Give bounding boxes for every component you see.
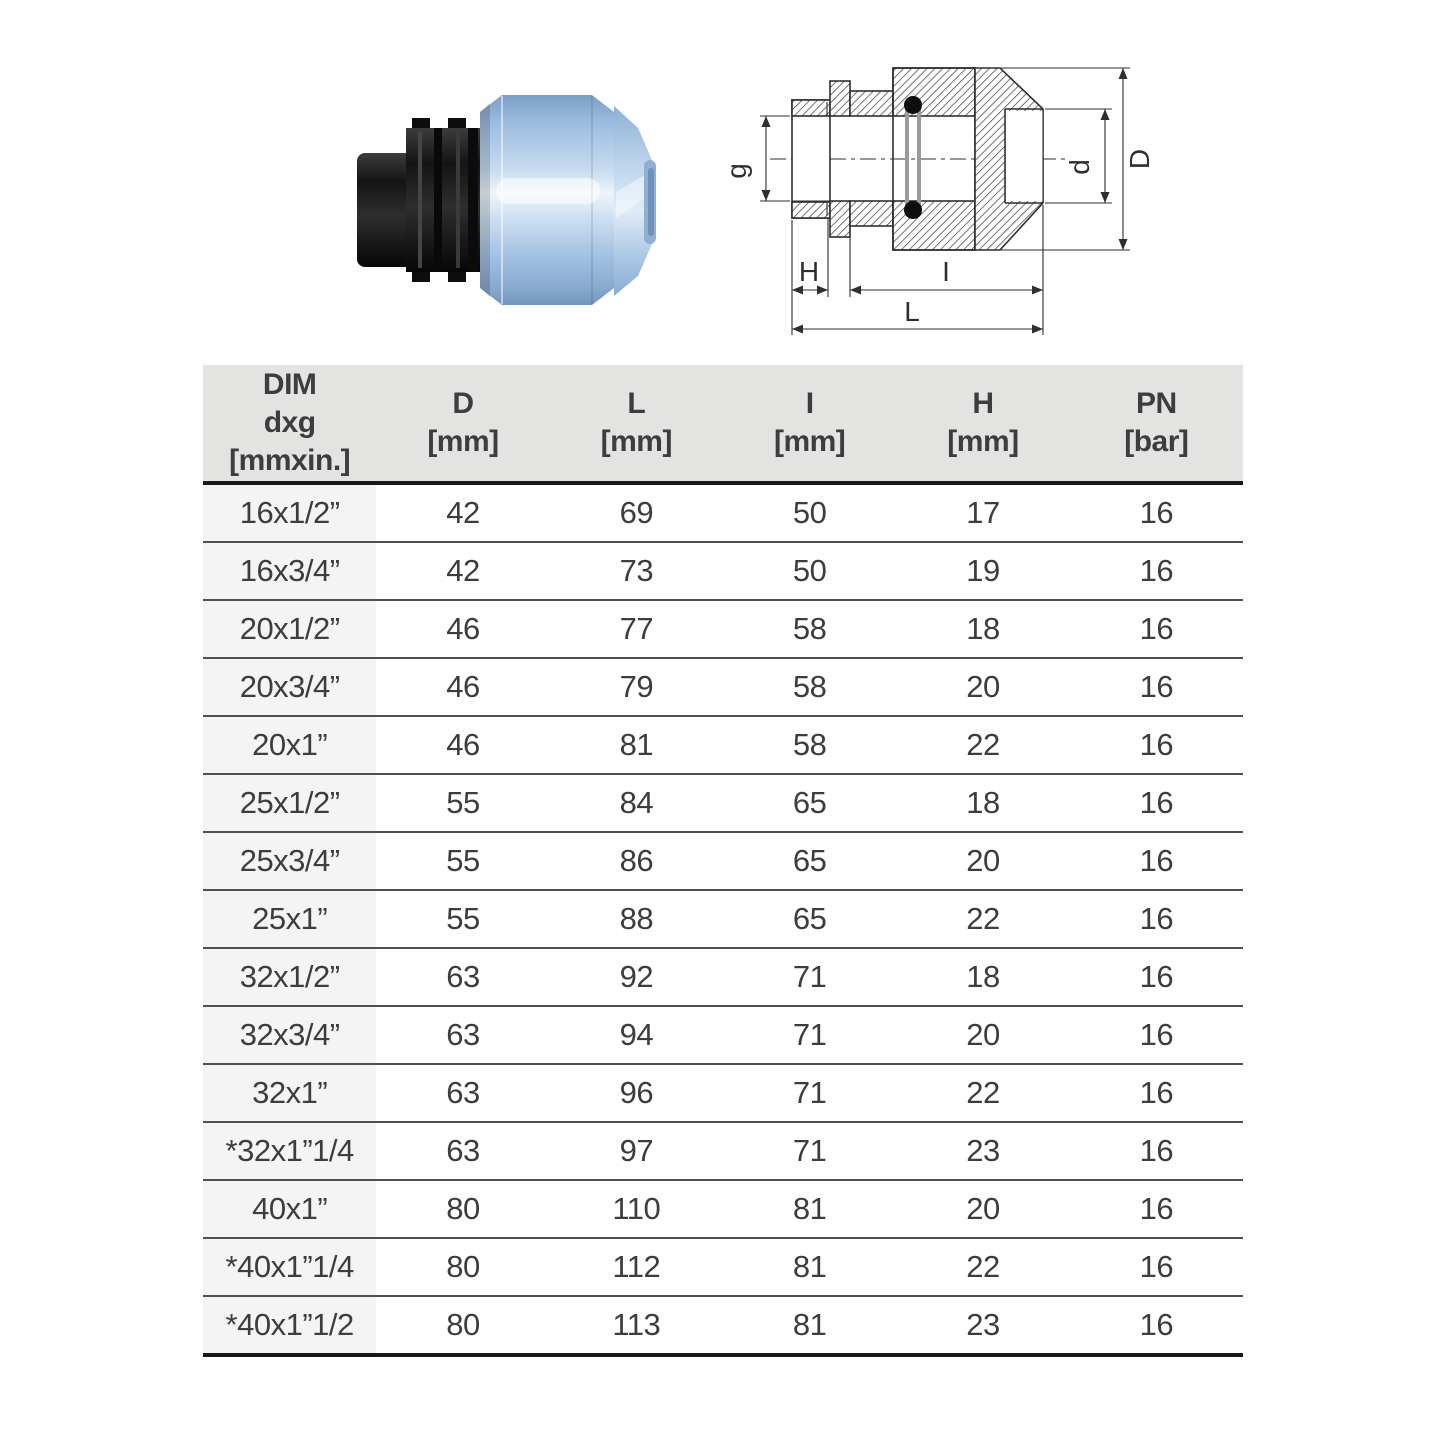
table-cell-H: 18 [896,600,1069,658]
table-row [203,542,1243,600]
table-cell-PN: 16 [1070,716,1243,774]
table-row [203,1180,1243,1238]
table-cell-L: 81 [550,716,723,774]
table-cell-D: 46 [376,600,549,658]
dim-label-H: H [798,256,820,287]
spec-table-header [203,365,1243,483]
spec-table-body [203,483,1243,1355]
table-cell-PN: 16 [1070,774,1243,832]
o-ring-top [904,96,922,114]
table-cell-D: 55 [376,774,549,832]
table-cell-I: 65 [723,890,896,948]
table-row [203,716,1243,774]
table-cell-I: 50 [723,483,896,542]
table-row [203,948,1243,1006]
table-row [203,832,1243,890]
table-cell-PN: 16 [1070,948,1243,1006]
table-cell-dim: 16x1/2” [203,483,376,542]
table-cell-D: 46 [376,658,549,716]
table-cell-I: 71 [723,948,896,1006]
table-cell-L: 112 [550,1238,723,1296]
col-header-PN: PN [bar] [1070,365,1243,483]
table-cell-I: 81 [723,1238,896,1296]
table-row [203,1064,1243,1122]
table-cell-H: 18 [896,948,1069,1006]
table-cell-dim: 32x1” [203,1064,376,1122]
table-cell-L: 86 [550,832,723,890]
technical-drawing [700,15,1200,345]
dim-label-g: g [721,163,752,179]
table-cell-dim: 25x1/2” [203,774,376,832]
dim-label-I: I [942,256,950,287]
table-row [203,1296,1243,1355]
table-cell-PN: 16 [1070,1122,1243,1180]
table-cell-L: 79 [550,658,723,716]
table-cell-L: 94 [550,1006,723,1064]
table-cell-PN: 16 [1070,832,1243,890]
fitting-black-collar [406,118,484,282]
table-cell-D: 55 [376,832,549,890]
table-cell-D: 80 [376,1238,549,1296]
table-cell-I: 65 [723,774,896,832]
table-cell-PN: 16 [1070,1180,1243,1238]
table-cell-I: 65 [723,832,896,890]
table-cell-I: 81 [723,1296,896,1355]
table-cell-H: 20 [896,832,1069,890]
table-cell-D: 80 [376,1180,549,1238]
table-row [203,774,1243,832]
dim-label-L: L [904,296,920,327]
table-cell-PN: 16 [1070,1006,1243,1064]
dim-label-D: D [1124,148,1155,170]
table-cell-PN: 16 [1070,542,1243,600]
table-cell-L: 92 [550,948,723,1006]
table-cell-L: 77 [550,600,723,658]
table-cell-I: 71 [723,1006,896,1064]
table-cell-dim: 25x3/4” [203,832,376,890]
table-cell-I: 81 [723,1180,896,1238]
table-cell-I: 71 [723,1064,896,1122]
table-row [203,1238,1243,1296]
table-cell-L: 110 [550,1180,723,1238]
table-cell-D: 42 [376,542,549,600]
table-cell-D: 55 [376,890,549,948]
table-cell-dim: 20x1” [203,716,376,774]
table-cell-H: 19 [896,542,1069,600]
table-cell-D: 63 [376,1064,549,1122]
table-cell-dim: *40x1”1/4 [203,1238,376,1296]
table-cell-dim: 32x3/4” [203,1006,376,1064]
table-cell-H: 20 [896,1006,1069,1064]
table-row [203,1006,1243,1064]
o-ring-bottom [904,201,922,219]
table-cell-L: 113 [550,1296,723,1355]
table-cell-dim: 16x3/4” [203,542,376,600]
table-cell-D: 63 [376,948,549,1006]
table-cell-H: 22 [896,1064,1069,1122]
table-cell-PN: 16 [1070,1064,1243,1122]
table-row [203,890,1243,948]
table-cell-H: 23 [896,1296,1069,1355]
table-cell-H: 17 [896,483,1069,542]
table-cell-D: 46 [376,716,549,774]
table-cell-PN: 16 [1070,1238,1243,1296]
table-cell-I: 71 [723,1122,896,1180]
table-cell-dim: 20x1/2” [203,600,376,658]
table-cell-L: 84 [550,774,723,832]
table-row [203,600,1243,658]
table-cell-PN: 16 [1070,483,1243,542]
table-cell-dim: *32x1”1/4 [203,1122,376,1180]
table-row [203,658,1243,716]
fitting-blue-body [480,95,614,305]
table-cell-I: 58 [723,716,896,774]
table-cell-H: 23 [896,1122,1069,1180]
table-cell-dim: 25x1” [203,890,376,948]
col-header-D: D [mm] [376,365,549,483]
spec-table [203,365,1243,1357]
drawing-split-ring [905,103,921,211]
table-cell-PN: 16 [1070,1296,1243,1355]
table-cell-H: 22 [896,1238,1069,1296]
table-row [203,1122,1243,1180]
table-cell-D: 80 [376,1296,549,1355]
dim-d [1045,109,1112,203]
table-cell-H: 22 [896,716,1069,774]
table-cell-L: 88 [550,890,723,948]
table-cell-H: 22 [896,890,1069,948]
table-cell-dim: 20x3/4” [203,658,376,716]
table-cell-H: 20 [896,1180,1069,1238]
table-cell-L: 97 [550,1122,723,1180]
table-cell-dim: *40x1”1/2 [203,1296,376,1355]
table-cell-I: 50 [723,542,896,600]
table-cell-D: 42 [376,483,549,542]
table-cell-D: 63 [376,1122,549,1180]
table-cell-dim: 32x1/2” [203,948,376,1006]
col-header-H: H [mm] [896,365,1069,483]
table-cell-D: 63 [376,1006,549,1064]
table-cell-dim: 40x1” [203,1180,376,1238]
table-cell-PN: 16 [1070,890,1243,948]
product-photo [300,50,700,350]
table-cell-H: 20 [896,658,1069,716]
table-cell-L: 69 [550,483,723,542]
fitting-blue-cone [614,106,656,296]
col-header-I: I [mm] [723,365,896,483]
col-header-dim: DIM dxg [mmxin.] [203,365,376,483]
col-header-L: L [mm] [550,365,723,483]
table-cell-H: 18 [896,774,1069,832]
table-cell-I: 58 [723,600,896,658]
table-cell-L: 96 [550,1064,723,1122]
table-row [203,483,1243,542]
table-cell-PN: 16 [1070,658,1243,716]
table-cell-I: 58 [723,658,896,716]
table-cell-PN: 16 [1070,600,1243,658]
drawing-nut [975,68,1043,250]
dim-label-d: d [1064,159,1095,175]
table-cell-L: 73 [550,542,723,600]
